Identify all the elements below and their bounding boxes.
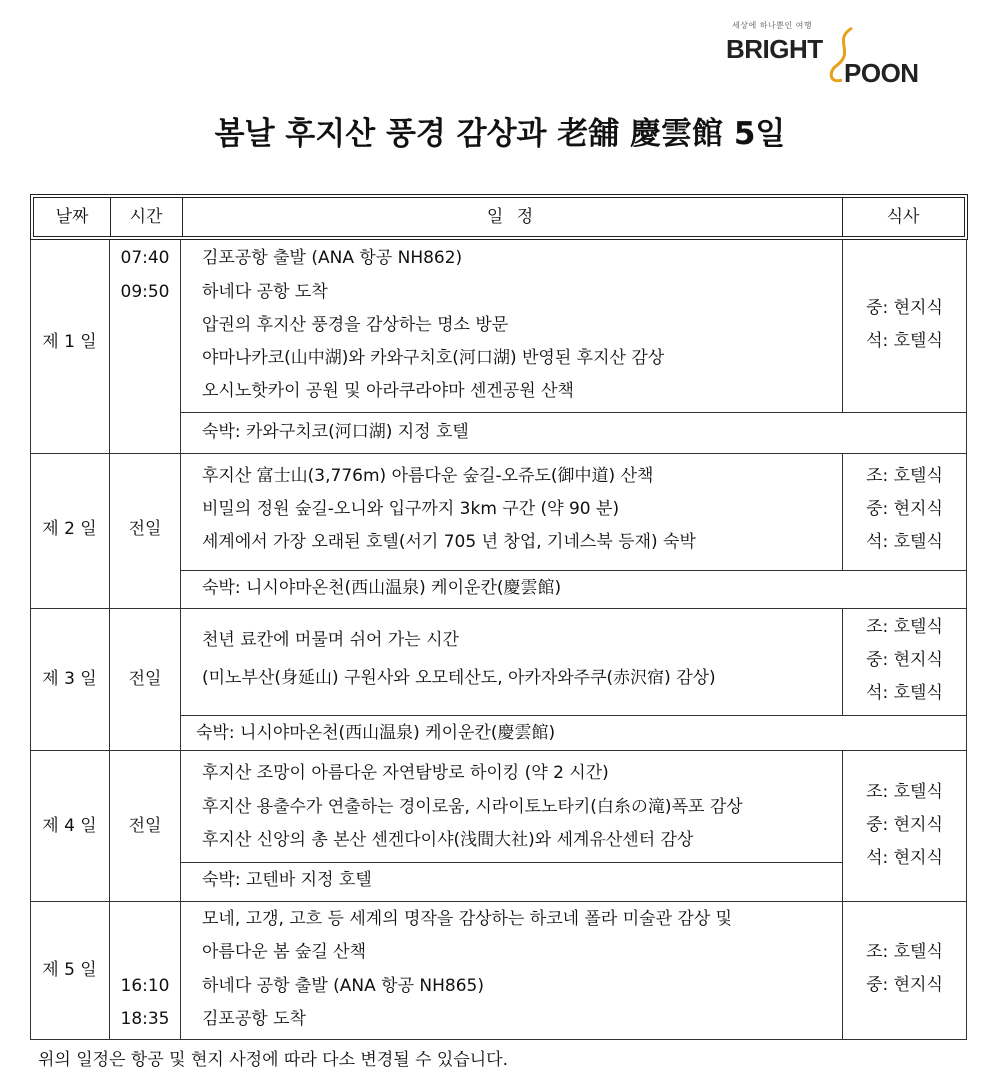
- meal-item: 조: 호텔식: [866, 782, 943, 802]
- footnote: 위의 일정은 항공 및 현지 사정에 따라 다소 변경될 수 있습니다.: [38, 1050, 508, 1070]
- meal-item: 석: 호텔식: [866, 532, 943, 552]
- table-header: [30, 194, 968, 240]
- header-meal: 식사: [886, 207, 920, 227]
- schedule-item: 세계에서 가장 오래된 호텔(서기 705 년 창업, 기네스북 등재) 숙박: [202, 532, 696, 552]
- meal-item: 중: 현지식: [866, 499, 943, 519]
- meal-item: 중: 현지식: [866, 975, 943, 995]
- meal-item: 석: 호텔식: [866, 683, 943, 703]
- day-label: 제 1 일: [42, 332, 97, 352]
- time-value: 전일: [128, 519, 162, 539]
- schedule-item: 오시노핫카이 공원 및 아라쿠라야마 센겐공원 산책: [202, 381, 574, 401]
- day-label: 제 5 일: [42, 960, 97, 980]
- time-value: 18:35: [120, 1009, 170, 1029]
- meal-item: 석: 호텔식: [866, 331, 943, 351]
- schedule-item: 후지산 富士山(3,776m) 아름다운 숲길-오쥬도(御中道) 산책: [202, 466, 654, 486]
- schedule-item: 야마나카코(山中湖)와 카와구치호(河口湖) 반영된 후지산 감상: [202, 348, 665, 368]
- day-label: 제 3 일: [42, 669, 97, 689]
- header-time: 시간: [129, 207, 163, 227]
- day-label: 제 4 일: [42, 816, 97, 836]
- logo-brand-bottom: POON: [844, 58, 919, 88]
- schedule-item: 아름다운 봄 숲길 산책: [202, 942, 367, 962]
- logo-brand-top: BRIGHT: [726, 34, 823, 64]
- schedule-item: 하네다 공항 출발 (ANA 항공 NH865): [202, 976, 485, 996]
- schedule-item: 후지산 조망이 아름다운 자연탐방로 하이킹 (약 2 시간): [202, 763, 609, 783]
- meal-item: 석: 현지식: [866, 848, 943, 868]
- schedule-item: 비밀의 정원 숲길-오니와 입구까지 3km 구간 (약 90 분): [202, 499, 620, 519]
- meal-item: 중: 현지식: [866, 298, 943, 318]
- time-value: 07:40: [120, 248, 170, 268]
- schedule-item: 김포공항 출발 (ANA 항공 NH862): [202, 248, 463, 268]
- schedule-item: 천년 료칸에 머물며 쉬어 가는 시간: [202, 630, 459, 650]
- stay-info: 숙박: 니시야마온천(西山温泉) 케이운칸(慶雲館): [196, 723, 556, 743]
- meal-item: 조: 호텔식: [866, 942, 943, 962]
- schedule-item: (미노부산(身延山) 구원사와 오모테산도, 아카자와주쿠(赤沢宿) 감상): [202, 668, 716, 688]
- schedule-item: 하네다 공항 도착: [202, 282, 328, 302]
- schedule-item: 후지산 용출수가 연출하는 경이로움, 시라이토노타키(白糸の滝)폭포 감상: [202, 797, 743, 817]
- logo-tagline: 세상에 하나뿐인 여행: [732, 21, 813, 30]
- header-date: 날짜: [55, 207, 89, 227]
- schedule-item: 모네, 고갱, 고흐 등 세계의 명작을 감상하는 하코네 폴라 미술관 감상 및: [202, 909, 733, 929]
- schedule-item: 후지산 신앙의 총 본산 센겐다이샤(浅間大社)와 세계유산센터 감상: [202, 830, 694, 850]
- meal-item: 중: 현지식: [866, 650, 943, 670]
- stay-info: 숙박: 고텐바 지정 호텔: [202, 870, 372, 890]
- time-value: 전일: [128, 816, 162, 836]
- schedule-item: 압권의 후지산 풍경을 감상하는 명소 방문: [202, 315, 509, 335]
- stay-info: 숙박: 카와구치코(河口湖) 지정 호텔: [202, 422, 469, 442]
- stay-info: 숙박: 니시야마온천(西山温泉) 케이운칸(慶雲館): [202, 578, 562, 598]
- meal-item: 중: 현지식: [866, 815, 943, 835]
- day-label: 제 2 일: [42, 519, 97, 539]
- header-schedule: 일 정: [486, 207, 538, 227]
- page-title: 봄날 후지산 풍경 감상과 老舖 慶雲館 5일: [214, 116, 786, 152]
- brand-logo: [726, 20, 936, 90]
- time-value: 16:10: [120, 976, 170, 996]
- time-value: 09:50: [120, 282, 170, 302]
- schedule-item: 김포공항 도착: [202, 1009, 306, 1029]
- meal-item: 조: 호텔식: [866, 466, 943, 486]
- time-value: 전일: [128, 669, 162, 689]
- meal-item: 조: 호텔식: [866, 617, 943, 637]
